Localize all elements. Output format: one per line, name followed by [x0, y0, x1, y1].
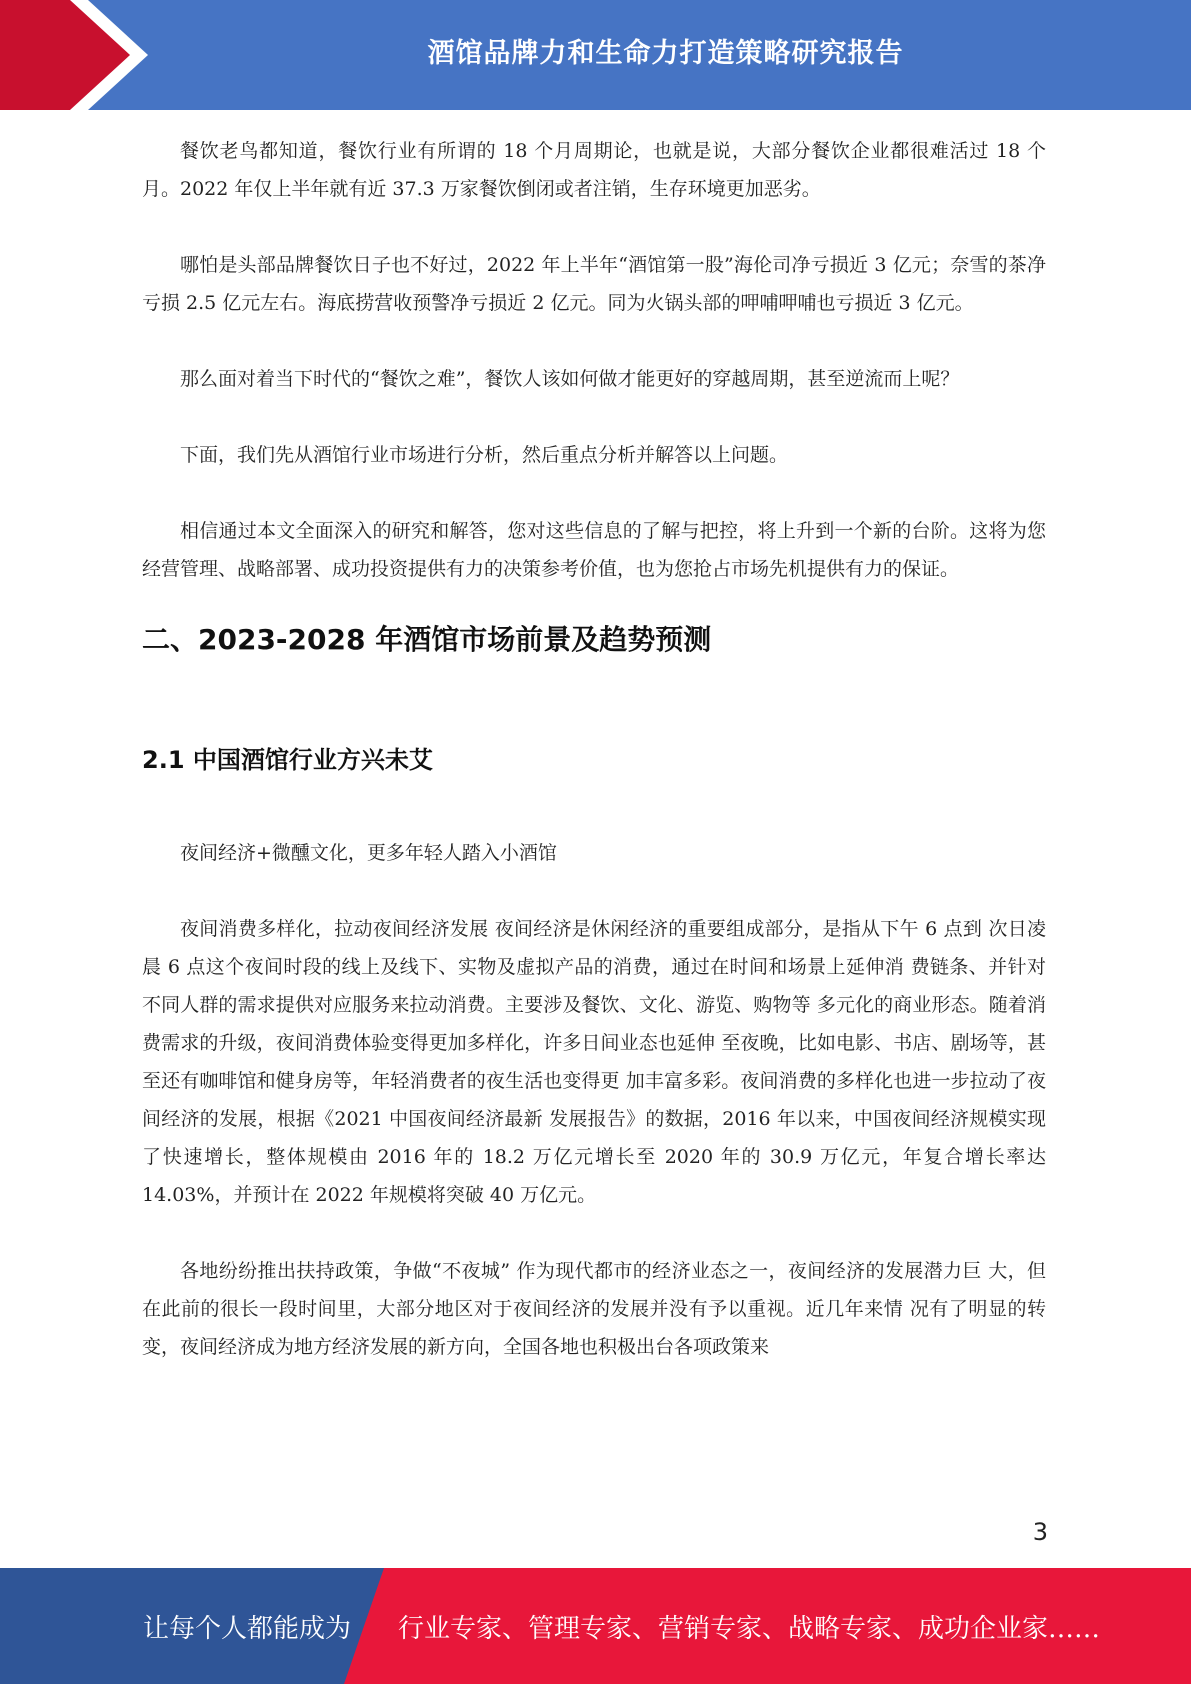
paragraph: 餐饮老鸟都知道，餐饮行业有所谓的 18 个月周期论，也就是说，大部分餐饮企业都很难活过 18 个月。2022 年仅上半年就有近 37.3 万家餐饮倒闭或者注销，生存环境更加恶劣。 — [142, 140, 1046, 200]
paragraph: 那么面对着当下时代的“餐饮之难”，餐饮人该如何做才能更好的穿越周期，甚至逆流而上呢？ — [180, 368, 960, 390]
header-title: 酒馆品牌力和生命力打造策略研究报告 — [427, 37, 904, 69]
footer-slogan-left: 让每个人都能成为 — [143, 1613, 352, 1644]
page-number: 3 — [1032, 1518, 1048, 1546]
paragraph: 夜间消费多样化，拉动夜间经济发展 夜间经济是休闲经济的重要组成部分，是指从下午 6 点到 次日凌晨 6 点这个夜间时段的线上及线下、实物及虚拟产品的消费，通过在时间和场景上延伸消 费链条、并针对不同人群的需求提供对应服务来拉动消费。主要涉及餐饮、文化、游览、购物等 多元化的商业形态。随着消费需求的升级，夜间消费体验变得更加多样化，许多日间业态也延伸 至夜晚，比如电影、书店、剧场等，甚至还有咖啡馆和健身房等，年轻消费者的夜生活也变得更 加丰富多彩。夜间消费的多样化也进一步拉动了夜间经济的发展，根据《2021 中国夜间经济最新 发展报告》的数据，2016 年以来，中国夜间经济规模实现了快速增长，整体规模由 2016 年的 18.2 万亿元增长至 2020 年的 30.9 万亿元，年复合增长率达 14.03%，并预计在 2022 年规模将突破 40 万亿元。 — [142, 918, 1046, 1206]
paragraph: 下面，我们先从酒馆行业市场进行分析，然后重点分析并解答以上问题。 — [180, 444, 789, 466]
page-header — [0, 0, 1191, 110]
paragraph: 夜间经济+微醺文化，更多年轻人踏入小酒馆 — [180, 842, 557, 864]
section-heading: 二、2023-2028 年酒馆市场前景及趋势预测 — [142, 623, 712, 656]
footer-slogan-right: 行业专家、管理专家、营销专家、战略专家、成功企业家…… — [398, 1613, 1101, 1644]
document-body — [142, 132, 1046, 1404]
paragraph: 哪怕是头部品牌餐饮日子也不好过，2022 年上半年“酒馆第一股”海伦司净亏损近 3 亿元；奈雪的茶净亏损 2.5 亿元左右。海底捞营收预警净亏损近 2 亿元。同为火锅头部的呷哺呷哺也亏损近 3 亿元。 — [142, 254, 1046, 314]
paragraph: 各地纷纷推出扶持政策，争做“不夜城” 作为现代都市的经济业态之一，夜间经济的发展潜力巨 大，但在此前的很长一段时间里，大部分地区对于夜间经济的发展并没有予以重视。近几年来情 况有了明显的转变，夜间经济成为地方经济发展的新方向，全国各地也积极出台各项政策来 — [142, 1260, 1046, 1358]
paragraph: 相信通过本文全面深入的研究和解答，您对这些信息的了解与把控，将上升到一个新的台阶。这将为您经营管理、战略部署、成功投资提供有力的决策参考价值，也为您抢占市场先机提供有力的保证。 — [142, 520, 1046, 580]
subsection-heading: 2.1 中国酒馆行业方兴未艾 — [142, 746, 433, 774]
page-footer — [0, 1568, 1191, 1684]
